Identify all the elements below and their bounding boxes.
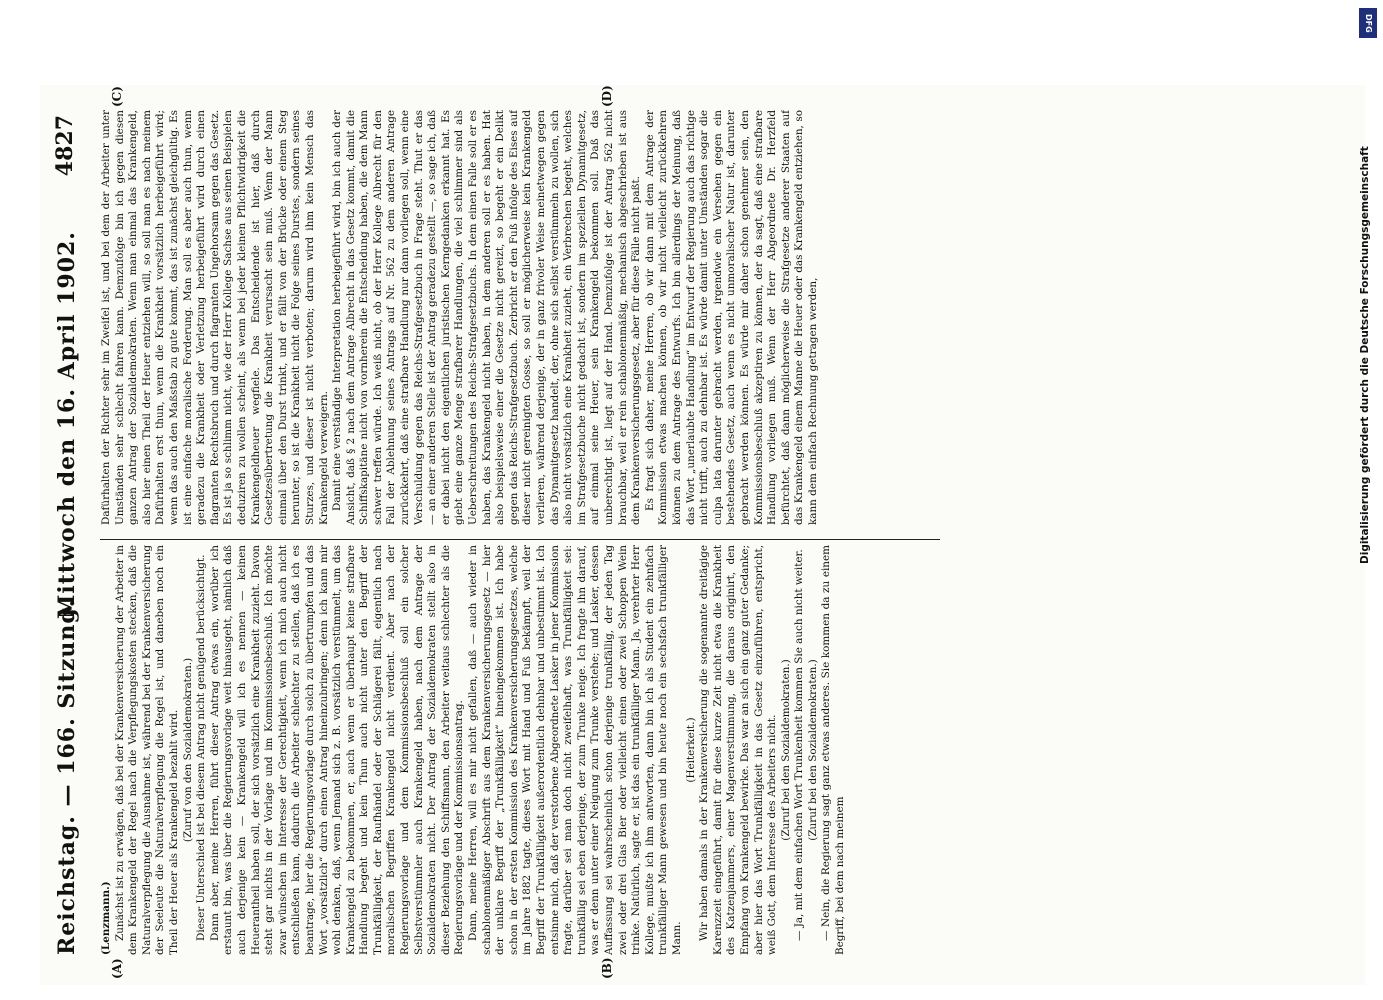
paragraph: — Nein, die Regierung sagt ganz etwas anderes. Sie kommen da zu einem Begriff, bei dem nach meinem [820, 545, 847, 955]
margin-marker-c: (C) [110, 86, 124, 107]
interjection: (Zuruf von den Sozialdemokraten.) [181, 657, 194, 843]
interjection: (Zuruf bei den Sozialdemokraten.) [806, 659, 819, 841]
page-number: 4827 [52, 115, 78, 177]
paragraph: Es fragt sich daher, meine Herren, ob wir dann mit dem Antrage der Kommission etwas machen können, ob wir nicht vielleicht zurückkehren können zu dem Antrage des Entwurfs. Ich bin allerdings der Meinung, daß das Wort „unerlaubte Handlung“ im Entwurf der Regierung auch das richtige nicht trifft, auch zu dehnbar ist. Es würde damit unter Umständen sogar die culpa lata darunter gebracht werden, irgendwie ein Versehen gegen ein bestehendes Gesetz, auch wenn es nicht unmoralischer Natur ist, darunter gebracht werden können. Es würde mir daher schon genehmer sein, den Kommissionsbeschluß akzeptiren zu können, der da sagt, daß eine strafbare Handlung vorliegen muß. Wenn der Herr Abgeordnete Dr. Herzfeld befürchtet, daß dann möglicherweise die Strafgesetze anderer Staaten auf das Krankengeld einem Manne die Heuer oder das Krankengeld entziehen, so kann dem einfach Rechnung getragen werden, [643, 110, 819, 525]
interjection: (Zuruf bei den Sozialdemokraten.) [779, 659, 792, 841]
paragraph: Zunächst ist zu erwägen, daß bei der Krankenversicherung der Arbeiter in dem Krankengeld der Regel nach die Verpflegungskosten stecken, daß die Naturalverpflegung die Ausnahme ist, während bei der Krankenversicherung der Seeleute die Naturalverpflegung die Regel ist, und daneben noch ein Theil der Heuer als Krankengeld bezahlt wird. [113, 545, 180, 955]
paragraph: Wir haben damals in der Krankenversicherung die sogenannte dreitägige Karenzzeit eingeführt, damit für diese kurze Zeit nicht etwa die Krankheit des Katzenjammers, einer Magenverstimmung, die daraus originirt, den Empfang von Krankengeld bewirke. Das war an sich ein ganz guter Gedanke; aber hier das Wort Trunkfälligkeit in das Gesetz einzuführen, entspricht, weiß Gott, dem Interesse des Arbeiters nicht. [698, 545, 779, 955]
margin-marker-b: (B) [600, 957, 614, 979]
column-divider [100, 539, 940, 540]
left-column [100, 545, 940, 955]
page-header [48, 115, 88, 955]
paragraph: Damit eine verständige Interpretation herbeigeführt wird, bin ich auch der Ansicht, daß § 2 nach dem Antrage Albrecht in das Gesetz kommt, damit die Schiffskapitäne nicht von vornherein die Entscheidung haben, die dem Mann schwer treffen würde. Ich weiß nicht, ob der Herr Kollege Albrecht für den Fall der Ablehnung seines Antrags auf Nr. 562 zu dem anderen Antrage zurückkehrt, daß eine strafbare Handlung nur dann vorliegen soll, wenn eine Verschuldung gegen das Reichs-Strafgesetzbuch in Frage steht. Thut er das — an einer anderen Stelle ist der Antrag geradezu gestellt —, so sage ich, daß er dabei nicht den eigentlichen juristischen Kerngedanken erkannt hat. Es giebt eine ganze Menge strafbarer Handlungen, die viel schlimmer sind als Ueberschreitungen des Reichs-Strafgesetzbuchs. In dem einen Falle soll er es haben, das Krankengeld nicht haben, in dem anderen soll er es haben. Hat also beispielsweise einer die Gesetze nicht gereizt, so begeht er ein Delikt gegen das Reichs-Strafgesetzbuch. Zerbricht er den Fuß infolge des Eises auf dieser nicht gereinigten Gosse, so soll er möglicherweise kein Krankengeld verlieren, während derjenige, der in ganz frivoler Weise meinetwegen gegen das Dynamitgesetz handelt, der, ohne sich selbst verstümmeln zu wollen, sich also nicht vorsätzlich eine Krankheit zuzieht, ein Verbrechen begeht, welches im Strafgesetzbuche nicht gedacht ist, sondern im speziellen Dynamitgesetz, auf einmal seine Heuer, sein Krankengeld bekommen soll. Daß das unberechtigt ist, liegt auf der Hand. Demzufolge ist der Antrag 562 nicht brauchbar, weil er rein schablonenmäßig, mechanisch abgeschrieben ist aus dem Krankenversicherungsgesetz, aber für diese Fälle nicht paßt. [331, 110, 643, 525]
paragraph: Dann aber, meine Herren, führt dieser Antrag etwas ein, worüber ich erstaunt bin, was über die Regierungsvorlage weit hinausgeht, nämlich daß auch derjenige kein — Krankengeld will ich es nennen — keinen Heuerantheil haben soll, der sich vorsätzlich eine Krankheit zuzieht. Davon steht gar nichts in der Vorlage und im Kommissionsbeschluß. Ich möchte zwar wünschen im Interesse der Gerechtigkeit, wenn ich mich auch nicht entschließen kann, dadurch die Arbeiter schlechter zu stellen, daß ich es beantrage, hier die Regierungsvorlage durch solch zu übertrumpfen und das Wort „vorsätzlich“ durch einen Antrag hineinzubringen; denn ich kann mir wohl denken, daß, wenn Jemand sich z. B. vorsätzlich verstümmelt, um das Krankengeld zu bekommen, er, auch wenn er überhaupt keine strafbare Handlung begeht und kein Thun auch nicht unter den Begriff der Trunkfälligkeit, der Raufhändel oder der Schlägerei fällt, eigentlich nach moralischen Begriffen Krankengeld nicht verdient. Aber nach der Regierungsvorlage und dem Kommissionsbeschluß soll ein solcher Selbstverstümmler auch Krankengeld haben, nach dem Antrage der Sozialdemokraten nicht. Der Antrag der Sozialdemokraten stellt also in dieser Beziehung den Schiffsmann, den Arbeiter weitaus schlechter als die Regierungsvorlage und der Kommissionsantrag. [208, 545, 466, 955]
right-column [100, 110, 940, 525]
paragraph: Dann, meine Herren, will es mir nicht gefallen, daß — auch wieder in schablonenmäßiger Abschrift aus dem Krankenversicherungsgesetz — hier der unklare Begriff der „Trunkfälligkeit“ hineingekommen ist. Ich habe schon in der ersten Kommission des Krankenversicherungsgesetzes, welche im Jahre 1882 tagte, dieses Wort mit Hand und Fuß bekämpft, weil der Begriff der Trunkfälligkeit außerordentlich dehnbar und unbestimmt ist. Ich entsinne mich, daß der verstorbene Abgeordnete Lasker in jener Kommission fragte, darüber sei man doch nicht zweifelhaft, was Trunkfälligkeit sei: trunkfällig sei eben derjenige, der zum Trunke neige. Ich fragte ihn darauf, was er denn unter einer Neigung zum Trunke verstehe; und Lasker, dessen Auffassung sei wahrscheinlich schon derjenige trunkfällig, der jeden Tag zwei oder drei Glas Bier oder vielleicht einen oder zwei Schoppen Wein trinke. Natürlich, sagte er, ist das ein trunkfälliger Mann. Ja, verehrter Herr Kollege, mußte ich ihm antworten, dann bin ich als Student ein zehnfach trunkfälliger Mann gewesen und bin heute noch ein sechsfach trunkfälliger Mann. [467, 545, 683, 955]
header-left: Reichstag. — 166. Sitzung. [54, 598, 80, 955]
paragraph: Dieser Unterschied ist bei diesem Antrag nicht genügend berücksichtigt. [195, 554, 208, 941]
dfg-logo: DFG [1359, 8, 1377, 38]
header-date: Mittwoch den 16. April 1902. [54, 231, 80, 619]
interjection: (Heiterkeit.) [684, 717, 697, 783]
margin-marker-a: (A) [110, 958, 124, 979]
scanned-page [40, 85, 1365, 985]
paragraph: — Ja, mit dem einfachen Wort Trunkenheit kommen Sie auch nicht weiter. [793, 549, 806, 941]
paragraph: Dafürhalten der Richter sehr im Zweifel ist, und bei dem der Arbeiter unter Umständen sehr schlecht fahren kann. Demzufolge bin ich gegen diesen ganzen Antrag der Sozialdemokraten. Wenn man einmal das Krankengeld, also hier einen Theil der Heuer entziehen will, so soll man es nach meinem Dafürhalten erst thun, wenn die Krankheit vorsätzlich herbeigeführt wird; wenn das auch den Maßstab zu gute kommt, das ist zunächst gleichgültig. Es ist eine einfache moralische Forderung. Man soll es aber auch thun, wenn geradezu die Krankheit oder Verletzung herbeigeführt wird durch einen flagranten Rechtsbruch und durch flagranten Ungehorsam gegen das Gesetz. Es ist ja so schlimm nicht, wie der Herr Kollege Sachse aus seinen Beispielen deduziren zu wollen scheint, als wenn bei jeder kleinen Pflichtwidrigkeit die Krankengeldheuer wegfiele. Das Entscheidende ist hier, daß durch Gesetzesübertretung die Krankheit verursacht sein muß. Wenn der Mann einmal über den Durst trinkt, und er fällt von der Brücke oder einem Steg herunter, so ist die Krankheit nicht die Folge seines Durstes, sondern seines Sturzes, und dieser ist nicht verboten; darum wird ihm kein Mensch das Krankengeld verweigern. [100, 110, 330, 525]
digitisation-notice: Digitalisierung gefördert durch die Deutsche Forschungsgemeinschaft [1359, 146, 1371, 564]
margin-marker-d: (D) [600, 85, 614, 107]
speaker-name: (Lenzmann.) [100, 881, 112, 955]
